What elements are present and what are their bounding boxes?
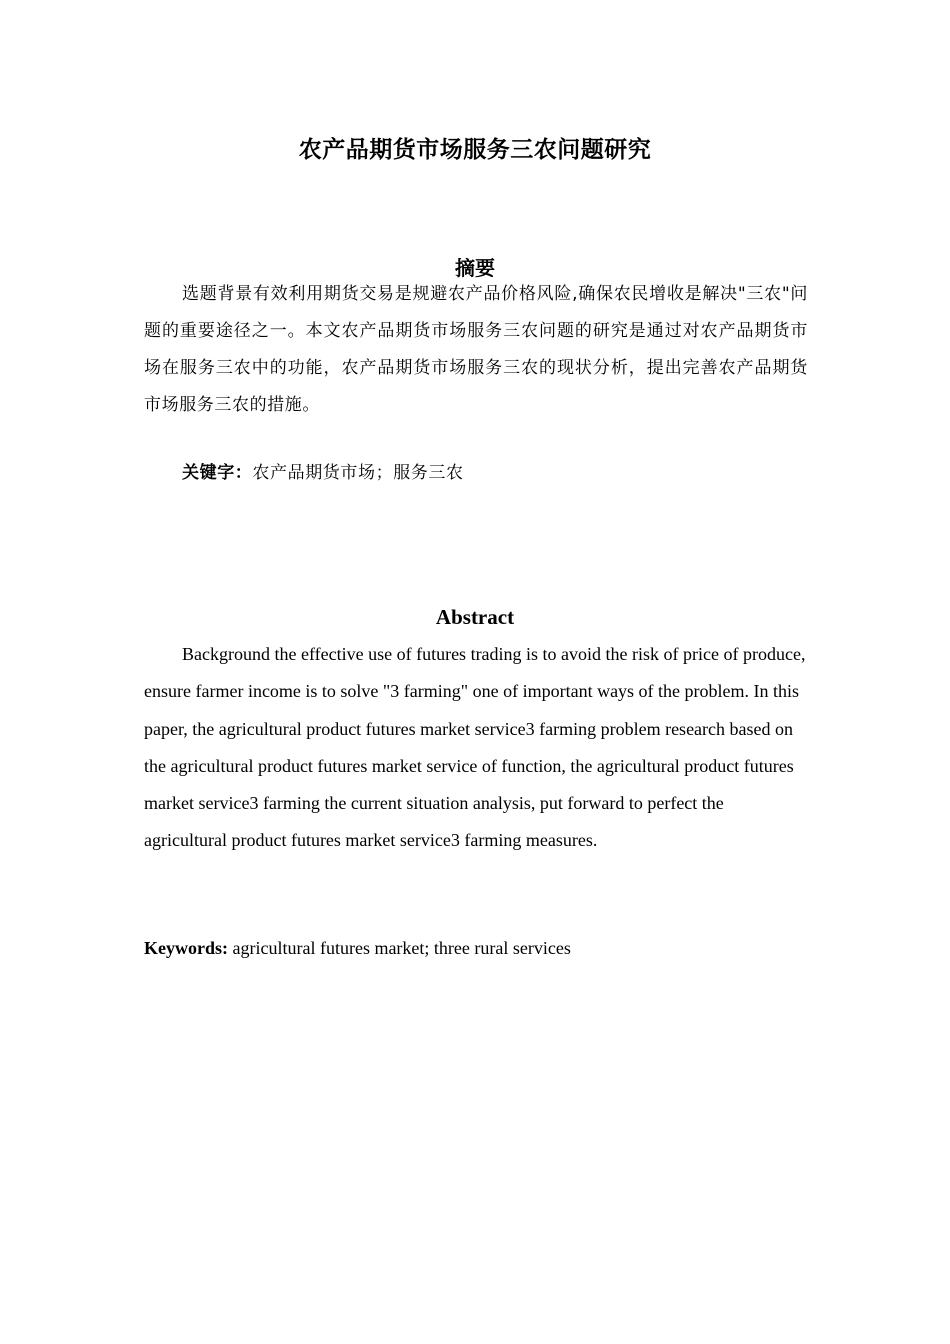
english-abstract-body: Background the effective use of futures trading is to avoid the risk of price of produce, ensure farmer income is to solve "3 farming" one of important ways of the problem. In this paper, the agricultural product futures market service3 farming problem research based on the agricultural product futures market service of function, the agricultural product futures market service3 farming the current situation analysis, put forward to perfect the agricultural product futures market service3 farming measures. (144, 644, 806, 851)
chinese-abstract-heading: 摘要 (455, 256, 495, 280)
chinese-abstract-body: 选题背景有效利用期货交易是规避农产品价格风险,确保农民增收是解决"三农"问题的重要途径之一。本文农产品期货市场服务三农问题的研究是通过对农产品期货市场在服务三农中的功能，农产品期货市场服务三农的现状分析，提出完善农产品期货市场服务三农的措施。 (144, 284, 808, 415)
chinese-keywords (182, 456, 464, 490)
chinese-keywords-value: 农产品期货市场；服务三农 (252, 463, 464, 483)
english-abstract-heading: Abstract (435, 605, 515, 629)
english-keywords-label: Keywords: (144, 938, 228, 958)
english-keywords (144, 933, 808, 963)
paper-title: 农产品期货市场服务三农问题研究 (298, 137, 652, 163)
chinese-keywords-label: 关键字： (182, 463, 253, 483)
english-keywords-value: agricultural futures market; three rural services (228, 938, 571, 958)
